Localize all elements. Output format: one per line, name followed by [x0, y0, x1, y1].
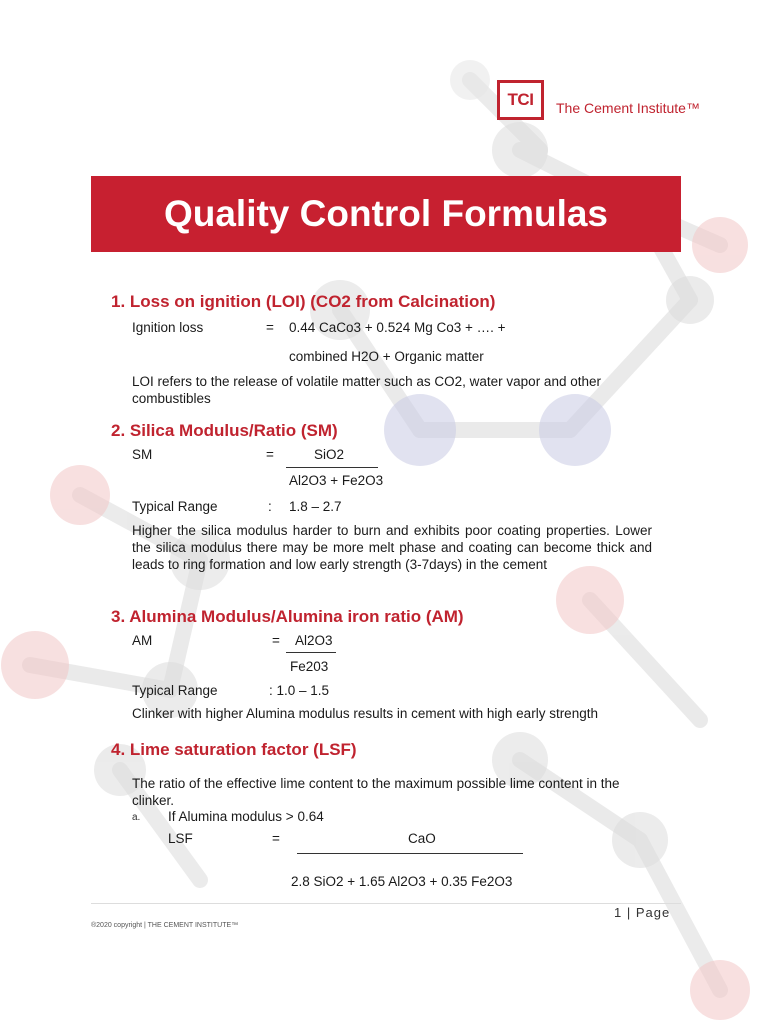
am-description: Clinker with higher Alumina modulus results in cement with high early strength	[132, 706, 598, 721]
tci-logo-mark: TCI	[497, 80, 544, 120]
am-range-value: : 1.0 – 1.5	[269, 683, 330, 698]
logo-institute-name: The Cement Institute™	[556, 100, 700, 116]
am-denominator: Fe203	[290, 659, 329, 674]
am-range-label: Typical Range	[132, 683, 218, 698]
equals-sign: =	[266, 447, 274, 462]
section-1-heading: 1. Loss on ignition (LOI) (CO2 from Calcination)	[111, 292, 496, 311]
list-marker: a.	[132, 812, 141, 823]
copyright-notice: ®2020 copyright | THE CEMENT INSTITUTE™	[91, 922, 239, 929]
ignition-loss-formula-line1: 0.44 CaCo3 + 0.524 Mg Co3 + …. +	[289, 320, 506, 335]
sm-description: Higher the silica modulus harder to burn and exhibits poor coating properties. Lower the silica modulus there may be more melt phase and coating can become thick and leads to ring formation and low early strength (3-7days) in the cement	[132, 523, 652, 572]
page-number: 1 | Page	[614, 905, 671, 920]
equals-sign: =	[266, 320, 274, 335]
section-4-heading: 4. Lime saturation factor (LSF)	[111, 740, 357, 759]
ignition-loss-label: Ignition loss	[132, 320, 204, 335]
alumina-condition: If Alumina modulus > 0.64	[168, 809, 324, 824]
range-separator: :	[268, 499, 272, 514]
lsf-label: LSF	[168, 831, 193, 846]
sm-numerator: SiO2	[314, 447, 345, 462]
page-title: Quality Control Formulas	[163, 193, 609, 234]
loi-description: LOI refers to the release of volatile matter such as CO2, water vapor and other combustibles	[132, 374, 601, 406]
footer-divider	[91, 903, 681, 904]
lsf-denominator: 2.8 SiO2 + 1.65 Al2O3 + 0.35 Fe2O3	[291, 874, 513, 889]
fraction-bar	[297, 853, 523, 854]
am-numerator: Al2O3	[295, 633, 333, 648]
sm-range-label: Typical Range	[132, 499, 218, 514]
lsf-numerator: CaO	[408, 831, 436, 846]
section-2-heading: 2. Silica Modulus/Ratio (SM)	[111, 421, 338, 440]
equals-sign: =	[272, 831, 280, 846]
sm-range-value: 1.8 – 2.7	[289, 499, 342, 514]
sm-denominator: Al2O3 + Fe2O3	[289, 473, 384, 488]
fraction-bar	[286, 467, 378, 468]
section-3-heading: 3. Alumina Modulus/Alumina iron ratio (AM)	[111, 607, 464, 626]
fraction-bar	[286, 652, 336, 653]
ignition-loss-formula-line2: combined H2O + Organic matter	[289, 349, 484, 364]
lsf-description: The ratio of the effective lime content to the maximum possible lime content in the clinker.	[132, 776, 620, 808]
equals-sign: =	[272, 633, 280, 648]
page-title-banner	[91, 176, 681, 252]
sm-label: SM	[132, 447, 153, 462]
am-label: AM	[132, 633, 153, 648]
